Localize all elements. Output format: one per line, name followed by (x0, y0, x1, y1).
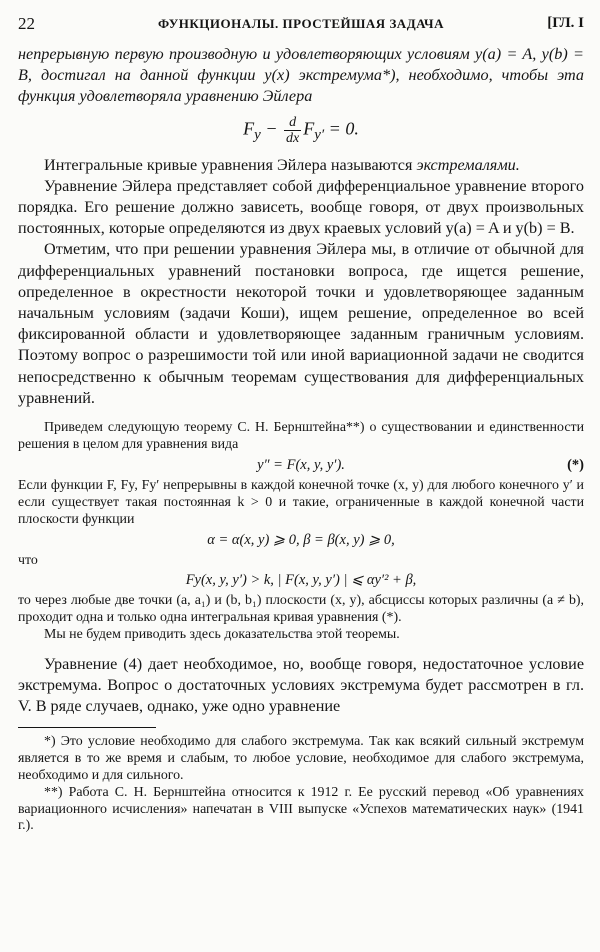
footnote-rule (18, 727, 156, 728)
running-title: ФУНКЦИОНАЛЫ. ПРОСТЕЙШАЯ ЗАДАЧА (158, 16, 444, 31)
euler-equation (18, 115, 584, 146)
paragraph-that: что (18, 552, 38, 568)
footnote-1: *) Это условие необходимо для слабого экстремума. Так как всякий сильный экстремум является в то же время и слабым, то любое условие, необходимое для слабого экстремума, необходимо и для сильного. (18, 734, 584, 783)
paragraph-conditions: Если функции F, Fy, Fy′ непрерывны в каждой конечной точке (x, y) для любого конечного y′ и если существует такая постоянная k > 0 и такие, ограниченные в каждой конечной части плоскости функции (18, 477, 584, 528)
derivative-fraction (284, 115, 301, 146)
page-header (18, 14, 584, 38)
extremals-term: экстремалями. (416, 155, 520, 174)
paragraph-extremals (18, 155, 584, 176)
footnote-2: **) Работа С. Н. Бернштейна относится к 1912 г. Ее русский перевод «Об уравнениях вариационного исчисления» напечатан в VIII выпуске «Успехов математических наук» (1941 г.). (18, 784, 584, 834)
eq-f: F (243, 118, 255, 139)
frac-num: d (284, 115, 301, 131)
equation-inequalities: Fy(x, y, y′) > k, | F(x, y, y′) | ⩽ αy′² + β, (185, 571, 417, 588)
frac-den: dx (286, 130, 300, 146)
paragraph-conclusion: то через любые две точки (a, a₁) и (b, b₁) плоскости (x, y), абсциссы которых различны (a ≠ b), проходит одна и только одна интегральная кривая уравнения (*). (18, 592, 584, 626)
paragraph-boundary-problem: Отметим, что при решении уравнения Эйлера мы, в отличие от обычной для дифференциальных уравнений постановки вопроса, где ищется решение, определенное в окрестности некоторой точки и удовлетворяющее заданным начальным условиям (задачи Коши), ищем решение, определенное во всей фиксированной области и удовлетворяющее заданным граничным условиям. Поэтому вопрос о разрешимости той или иной вариационной задачи не сводится непосредственно к обычным теоремам существования для дифференциальных уравнений. (18, 240, 584, 407)
equation-star-tag: (*) (567, 456, 584, 473)
equation-star (18, 457, 584, 474)
eq-f2: F (303, 118, 315, 139)
equation-alpha-beta: α = α(x, y) ⩾ 0, β = β(x, y) ⩾ 0, (207, 531, 395, 548)
eq-minus: − (260, 118, 282, 139)
chapter-label: [ГЛ. I (547, 15, 584, 31)
equation-star-formula: y″ = F(x, y, y′). (257, 456, 345, 473)
eq-tail: = 0. (324, 118, 359, 139)
eq-sub-yprime: y′ (314, 126, 325, 143)
paragraph-bernstein-intro: Приведем следующую теорему С. Н. Бернштейна**) о существовании и единственности решения в целом для уравнения вида (18, 420, 584, 453)
page-body (18, 44, 584, 835)
eq-sub-y: y (254, 126, 261, 143)
page-number: 22 (18, 14, 35, 33)
extremals-text: Интегральные кривые уравнения Эйлера называются (44, 155, 417, 174)
paragraph-sufficient: Уравнение (4) дает необходимое, но, вообще говоря, недостаточное условие экстремума. Вопрос о достаточных условиях экстремума будет рассмотрен в гл. V. В ряде случаев, однако, уже одно уравнение (18, 654, 584, 716)
paragraph-no-proof: Мы не будем приводить здесь доказательства этой теоремы. (44, 627, 400, 643)
paragraph-theorem-end: непрерывную первую производную и удовлетворяющих условиям y(a) = A, y(b) = B, достигал на данной функции y(x) экстремума*), необходимо, чтобы эта функция удовлетворяла уравнению Эйлера (18, 45, 584, 106)
paragraph-second-order: Уравнение Эйлера представляет собой дифференциальное уравнение второго порядка. Его решение должно зависеть, вообще говоря, от двух произвольных постоянных, которые определяются из двух краевых условий y(a) = A и y(b) = B. (18, 176, 584, 238)
